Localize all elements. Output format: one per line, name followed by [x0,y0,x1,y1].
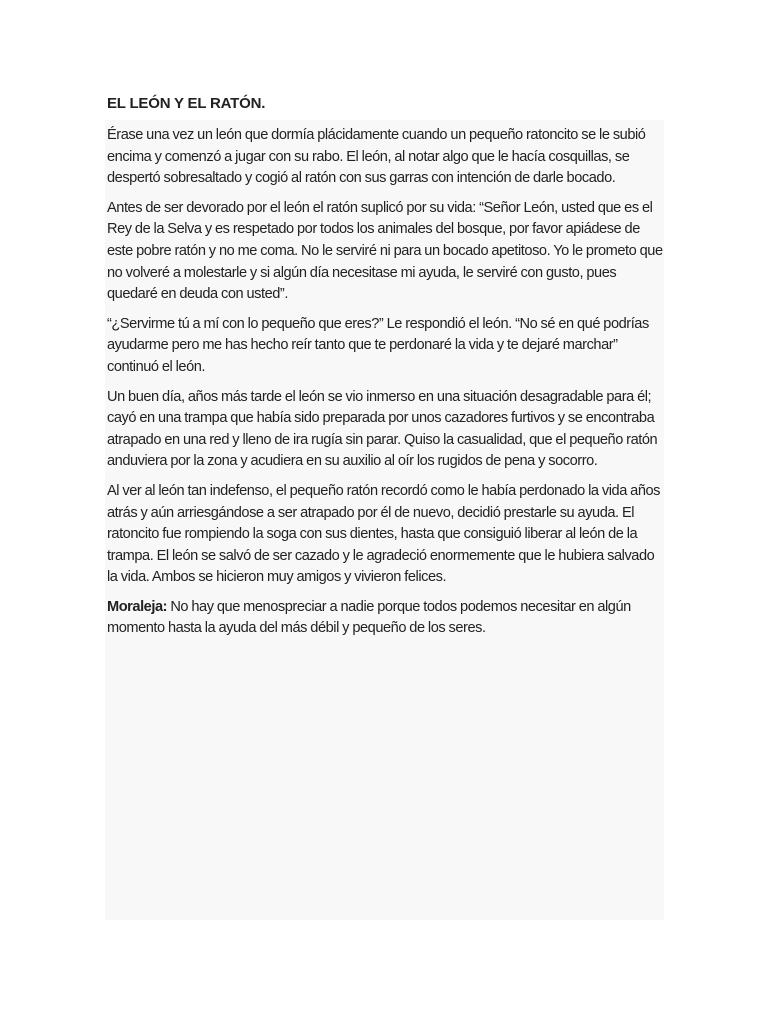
moral-label: Moraleja: [107,598,168,615]
story-body [107,125,663,648]
document-title: EL LEÓN Y EL RATÓN. [107,95,266,112]
paragraph-5: Al ver al león tan indefenso, el pequeño ratón recordó como le había perdonado la vida años atrás y aún arriesgándose a ser atrapado por él de nuevo, decidió prestarle su ayuda. El ratoncito fue rompiendo la soga con sus dientes, hasta que consiguió liberar al león de la trampa. El león se salvó de ser cazado y le agradeció enormemente que le hubiera salvado la vida. Ambos se hicieron muy amigos y vivieron felices. [107,482,661,586]
paragraph-2: Antes de ser devorado por el león el ratón suplicó por su vida: “Señor León, usted que es el Rey de la Selva y es respetado por todos los animales del bosque, por favor apiádese de este pobre ratón y no me coma. No le serviré ni para un bocado apetitoso. Yo le prometo que no volveré a molestarle y si algún día necesitase mi ayuda, le serviré con gusto, pues quedaré en deuda con usted”. [107,199,663,303]
moral-paragraph [107,597,663,640]
moral-text: No hay que menospreciar a nadie porque todos podemos necesitar en algún momento hasta la ayuda del más débil y pequeño de los seres. [107,598,631,637]
paragraph-1: Érase una vez un león que dormía plácidamente cuando un pequeño ratoncito se le subió encima y comenzó a jugar con su rabo. El león, al notar algo que le hacía cosquillas, se despertó sobresaltado y cogió al ratón con sus garras con intención de darle bocado. [107,127,646,187]
paragraph-4: Un buen día, años más tarde el león se vio inmerso en una situación desagradable para él; cayó en una trampa que había sido preparada por unos cazadores furtivos y se encontraba atrapado en una red y lleno de ira rugía sin parar. Quiso la casualidad, que el pequeño ratón anduviera por la zona y acudiera en su auxilio al oír los rugidos de pena y socorro. [107,388,658,470]
paragraph-3: “¿Servirme tú a mí con lo pequeño que eres?” Le respondió el león. “No sé en qué podrías ayudarme pero me has hecho reír tanto que te perdonaré la vida y te dejaré marchar” continuó el león. [107,315,649,375]
